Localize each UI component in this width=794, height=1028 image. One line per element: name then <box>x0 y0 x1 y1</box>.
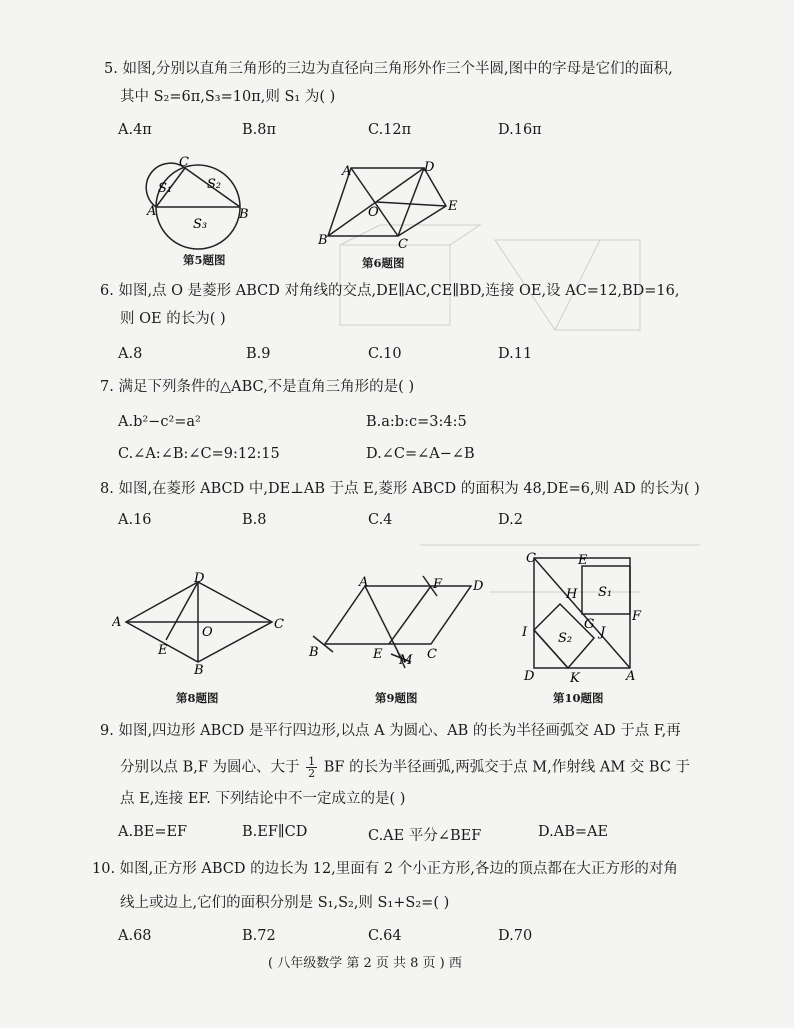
q9-line3: 点 E,连接 EF. 下列结论中不一定成立的是( ) <box>120 791 406 807</box>
q9-line1: 9. 如图,四边形 ABCD 是平行四边形,以点 A 为圆心、AB 的长为半径画弧交 AD 于点 F,再 <box>100 723 681 739</box>
q8-option-a: A.16 <box>118 512 152 528</box>
q6-option-d: D.11 <box>498 346 533 362</box>
fig5-label-s2: S₂ <box>207 177 222 192</box>
q7-option-c: C.∠A:∠B:∠C=9:12:15 <box>118 446 280 462</box>
q9-option-d: D.AB=AE <box>538 824 609 840</box>
q9-line2 <box>120 756 690 779</box>
fig8-label-a: A <box>112 615 122 630</box>
figure-8 <box>112 570 288 674</box>
fig10-label-f: F <box>632 609 642 624</box>
fig10-label-s1: S₁ <box>598 585 613 600</box>
fig9-caption: 第9题图 <box>375 691 418 705</box>
fig5-label-b: B <box>239 207 249 222</box>
figure-5 <box>145 152 255 252</box>
q10-option-d: D.70 <box>498 928 533 944</box>
fig10-label-a: A <box>626 669 636 684</box>
fig8-label-b: B <box>194 663 204 674</box>
q7-line1: 7. 满足下列条件的△ABC,不是直角三角形的是( ) <box>100 379 415 395</box>
fig8-label-o: O <box>202 625 213 640</box>
fig6-label-d: D <box>424 160 435 175</box>
q9-line2-pre: 分别以点 B,F 为圆心、大于 <box>120 759 300 776</box>
fig6-label-e: E <box>448 199 458 214</box>
q7-option-d: D.∠C=∠A−∠B <box>366 446 475 462</box>
fig6-label-b: B <box>318 233 328 248</box>
fig8-label-c: C <box>274 617 284 632</box>
fig8-label-d: D <box>194 571 205 586</box>
q8-option-c: C.4 <box>368 512 393 528</box>
fig9-label-b: B <box>309 645 319 660</box>
page-footer: ( 八年级数学 第 2 页 共 8 页 ) 西 <box>268 956 462 971</box>
fig8-label-e: E <box>158 643 168 658</box>
fig10-label-e: E <box>578 553 588 568</box>
fig10-label-d: D <box>524 669 535 684</box>
figure-6 <box>318 158 468 253</box>
q9-option-b: B.EF∥CD <box>242 824 308 840</box>
fig6-caption: 第6题图 <box>362 256 405 270</box>
q8-option-b: B.8 <box>242 512 267 528</box>
fig6-label-c: C <box>398 237 408 252</box>
q10-option-a: A.68 <box>118 928 152 944</box>
q10-option-b: B.72 <box>242 928 276 944</box>
fig9-label-a: A <box>359 575 369 590</box>
fig10-label-j: J <box>600 625 606 640</box>
q8-line1: 8. 如图,在菱形 ABCD 中,DE⊥AB 于点 E,菱形 ABCD 的面积为 48,DE=6,则 AD 的长为( ) <box>100 481 700 497</box>
fig10-label-s2: S₂ <box>558 631 573 646</box>
q7-option-a: A.b²−c²=a² <box>118 414 201 430</box>
fig9-label-d: D <box>473 579 484 594</box>
fig5-label-c: C <box>179 155 189 170</box>
fig9-label-f: F <box>433 577 443 592</box>
q9-option-a: A.BE=EF <box>118 824 188 840</box>
fig10-label-h: H <box>566 587 578 602</box>
q5-option-a: A.4π <box>118 122 152 138</box>
q5-option-b: B.8π <box>242 122 277 138</box>
fig5-label-s1: S₁ <box>158 181 173 196</box>
q9-fraction-den: 2 <box>308 767 316 780</box>
fig5-label-a: A <box>147 204 157 219</box>
fig6-label-o: O <box>368 205 379 220</box>
figure-9 <box>305 574 495 670</box>
fig9-label-c: C <box>427 647 437 662</box>
q10-line1: 10. 如图,正方形 ABCD 的边长为 12,里面有 2 个小正方形,各边的顶点都在大正方形的对角 <box>92 861 678 877</box>
q6-line1: 6. 如图,点 O 是菱形 ABCD 对角线的交点,DE∥AC,CE∥BD,连接 OE,设 AC=12,BD=16, <box>100 283 680 299</box>
q6-option-c: C.10 <box>368 346 402 362</box>
fig9-label-e: E <box>373 647 383 662</box>
figure-10 <box>518 548 648 686</box>
fig10-label-c: C <box>526 551 536 566</box>
fig9-label-m: M <box>399 653 413 668</box>
q9-option-c: C.AE 平分∠BEF <box>368 828 482 844</box>
q5-option-d: D.16π <box>498 122 542 138</box>
fig10-label-k: K <box>570 671 580 686</box>
fig10-caption: 第10题图 <box>553 691 604 705</box>
q6-line2: 则 OE 的长为( ) <box>120 311 226 327</box>
q5-line1: 5. 如图,分别以直角三角形的三边为直径向三角形外作三个半圆,图中的字母是它们的面积, <box>104 61 673 77</box>
q5-option-c: C.12π <box>368 122 412 138</box>
q9-line2-post: BF 的长为半径画弧,两弧交于点 M,作射线 AM 交 BC 于 <box>323 759 691 776</box>
fig8-caption: 第8题图 <box>176 691 219 705</box>
fig5-caption: 第5题图 <box>183 253 226 267</box>
q5-line2: 其中 S₂=6π,S₃=10π,则 S₁ 为( ) <box>120 89 336 105</box>
q9-fraction <box>306 756 317 779</box>
fig10-label-i: I <box>522 625 528 640</box>
fig6-label-a: A <box>342 164 352 179</box>
fig5-label-s3: S₃ <box>193 217 208 232</box>
q7-option-b: B.a:b:c=3:4:5 <box>366 414 467 430</box>
q8-option-d: D.2 <box>498 512 523 528</box>
q10-line2: 线上或边上,它们的面积分别是 S₁,S₂,则 S₁+S₂=( ) <box>120 895 450 911</box>
fig10-label-g: G <box>584 617 595 632</box>
q6-option-b: B.9 <box>246 346 271 362</box>
q6-option-a: A.8 <box>118 346 143 362</box>
q9-fraction-num: 1 <box>308 755 316 768</box>
q10-option-c: C.64 <box>368 928 402 944</box>
